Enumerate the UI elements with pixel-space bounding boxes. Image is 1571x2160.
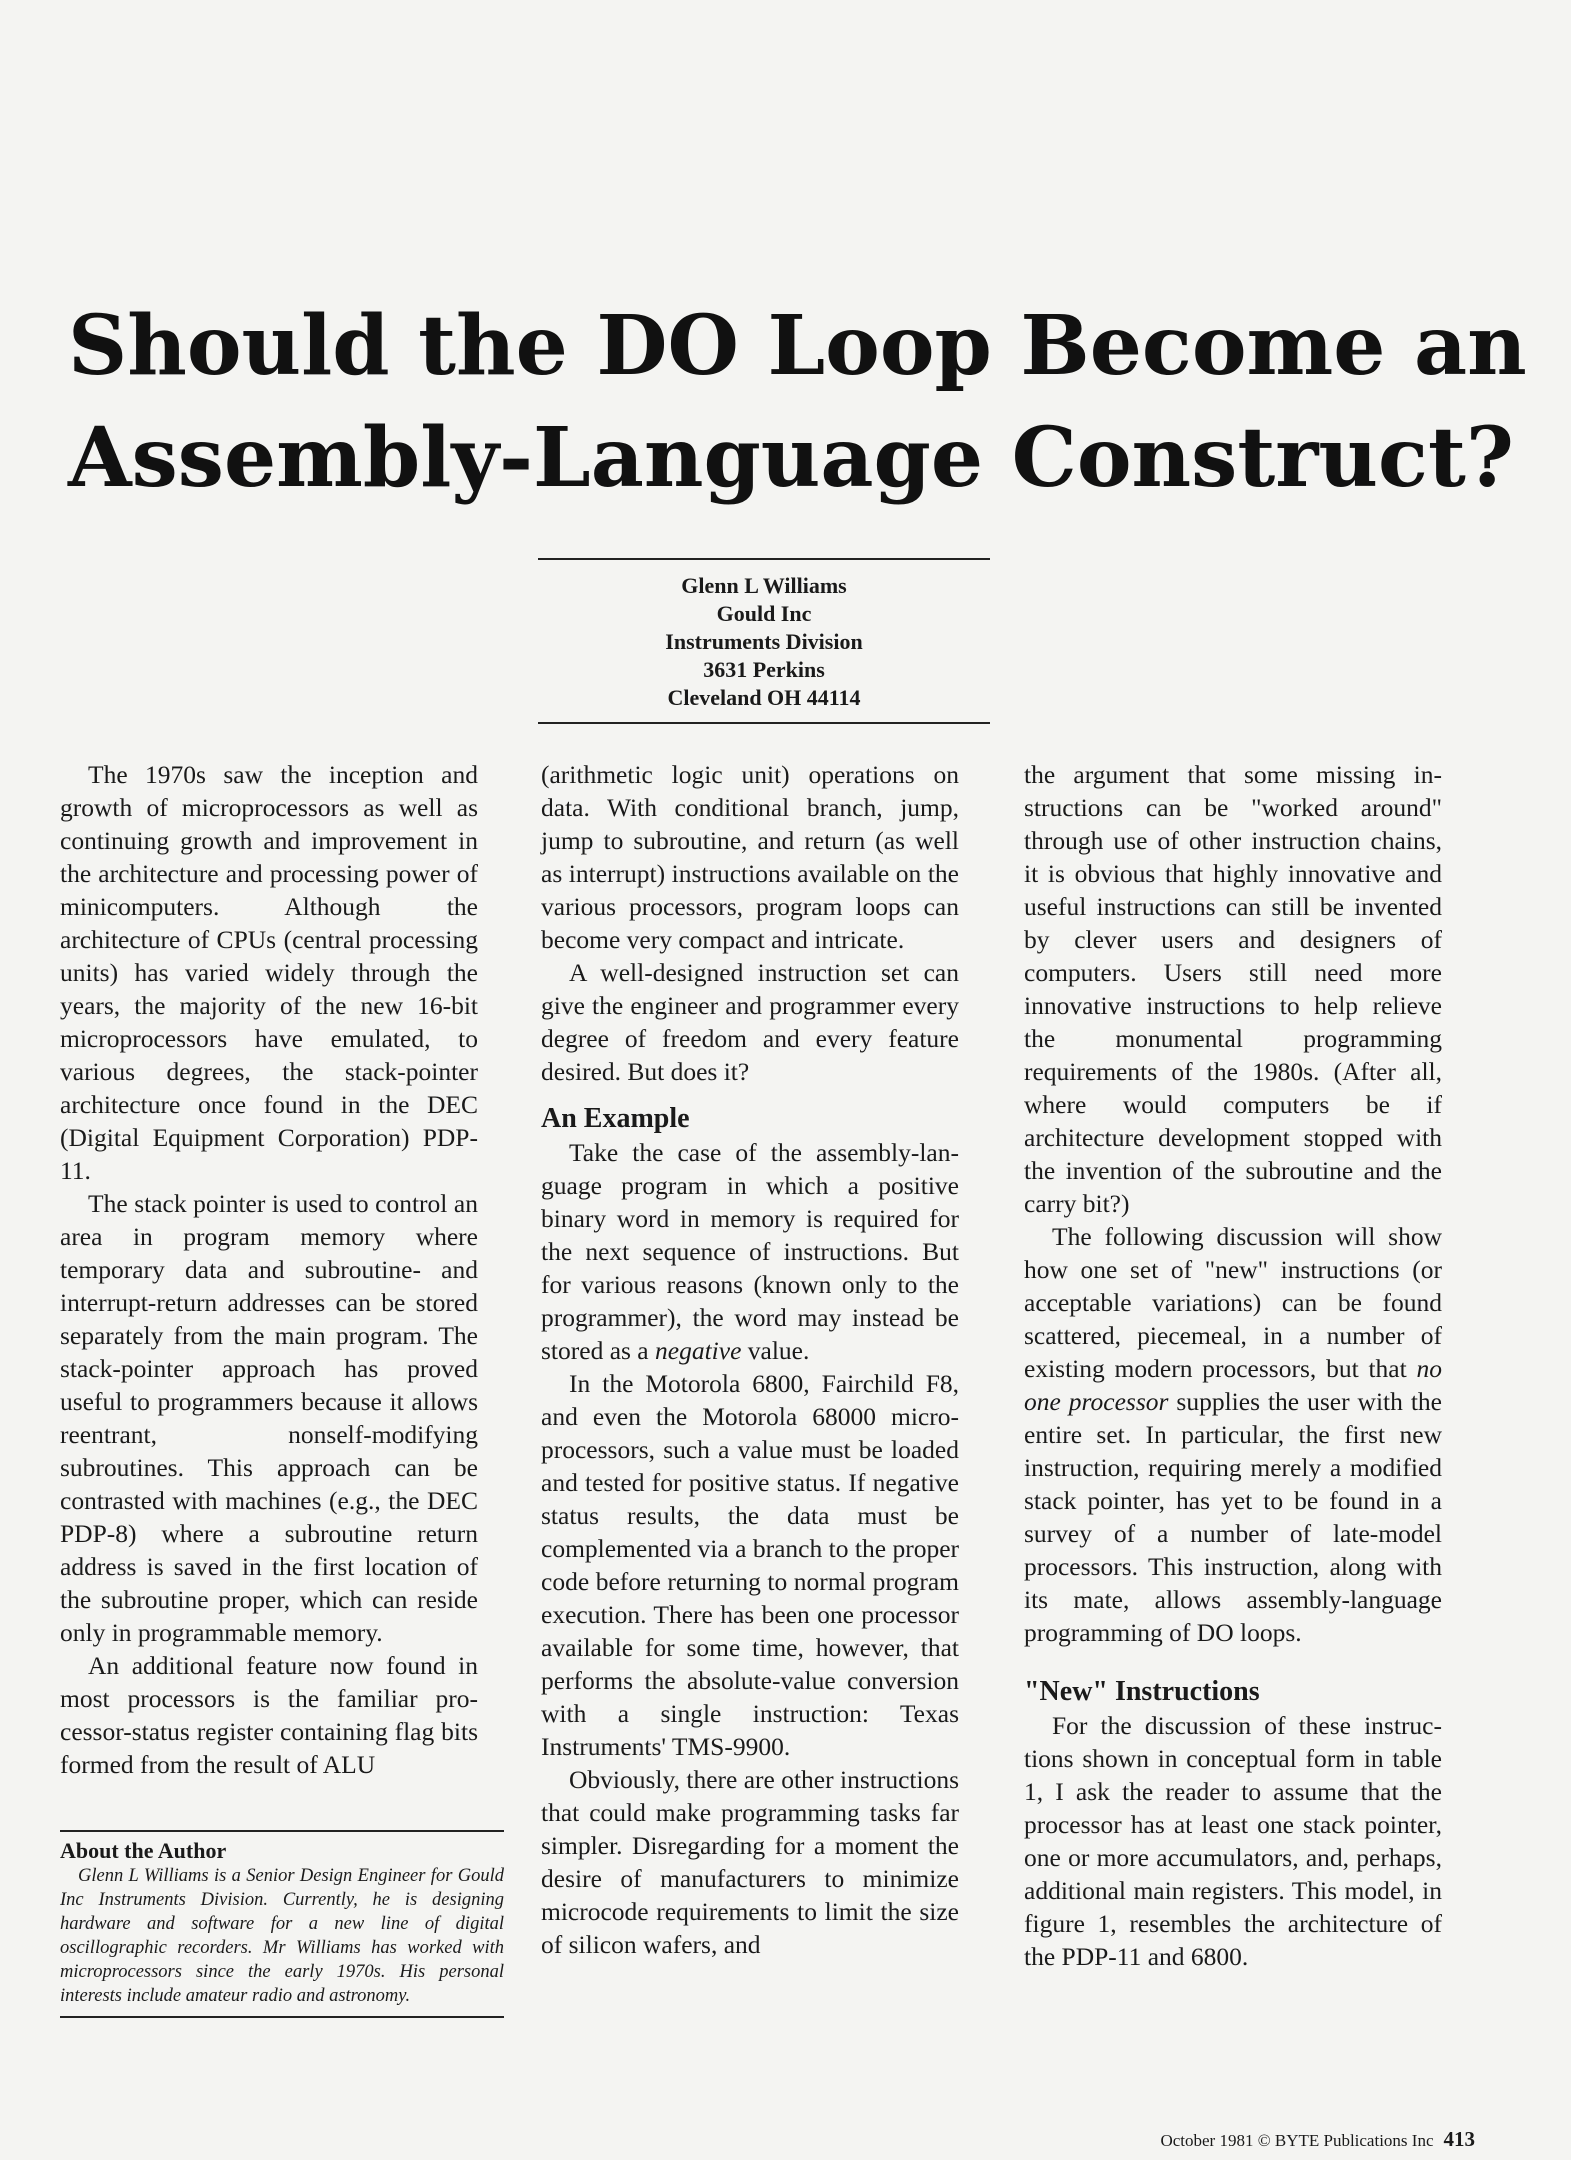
paragraph: the argument that some missing instructions can be "worked around" through use of other instruction chains, it is obvious that highly innovative and useful instructions can still be invented by clever users and designers of computers. Users still need more innovative instructions to help relieve the monumental programming requirements of the 1980s. (After all, where would computers be if architecture development stopped with the invention of the subroutine and the carry bit?): [1024, 760, 1442, 1218]
footer-credit: October 1981 © BYTE Publications Inc: [1160, 2131, 1434, 2150]
page-footer: [1160, 2128, 1475, 2152]
emphasis-text: no one processor: [1024, 1354, 1442, 1416]
emphasis-text: negative: [655, 1336, 742, 1365]
column-1: [60, 758, 478, 1781]
author-street: 3631 Perkins: [703, 657, 825, 682]
paragraph: (arithmetic logic unit) operations on data. With conditional branch, jump, jump to subroutine, and return (as well as interrupt) instructions available on the various processors, program loops can become very compact and intricate.: [541, 760, 959, 954]
paragraph-text: value.: [741, 1336, 810, 1365]
paragraph: The 1970s saw the inception and growth of microprocessors as well as continuing growth and improvement in the architecture and processing power of minicomputers. Although the architecture of CPUs (central processing units) has varied widely through the years, the majority of the new 16-bit microprocessors have emulated, to various degrees, the stack-pointer architecture once found in the DEC (Digital Equipment Corporation) PDP-11.: [60, 760, 478, 1185]
column-3: [1024, 758, 1442, 1973]
paragraph: In the Motorola 6800, Fairchild F8, and even the Motorola 68000 microprocessors, such a value must be loaded and tested for positive status. If negative status results, the data must be complemented via a branch to the proper code before returning to normal program execution. There has been one processor available for some time, however, that performs the absolute-value conversion with a single instruction: Texas Instruments' TMS-9900.: [541, 1369, 959, 1761]
author-division: Instruments Division: [665, 629, 863, 654]
paragraph: [541, 1136, 959, 1367]
paragraph: For the discussion of these instructions shown in conceptual form in table 1, I ask the reader to assume that the processor has at least one stack pointer, one or more accumulators, and, perhaps, additional main registers. This model, in figure 1, resembles the architecture of the PDP-11 and 6800.: [1024, 1711, 1442, 1971]
paragraph: [1024, 1220, 1442, 1649]
page-number: 413: [1443, 2127, 1475, 2151]
author-company: Gould Inc: [716, 601, 812, 626]
paragraph: The stack pointer is used to control an area in program memory where temporary data and subroutine- and interrupt-return addresses can be stored separately from the main program. The stack-pointer approach has proved useful to programmers because it allows reentrant, nonself-modifying subroutines. This approach can be contrasted with machines (e.g., the DEC PDP-8) where a subroutine return address is saved in the first location of the subroutine proper, which can reside only in programmable memory.: [60, 1189, 478, 1647]
about-heading: About the Author: [60, 1838, 227, 1863]
about-text: Glenn L Williams is a Senior Design Engineer for Gould Inc Instruments Division. Currently, he is designing hardware and software for a new line of digital oscillographic recorders. Mr Williams has worked with microprocessors since the early 1970s. His personal interests include amateur radio and astronomy.: [60, 1866, 504, 2006]
author-city: Cleveland OH 44114: [667, 685, 861, 710]
paragraph: Obviously, there are other instructions that could make programming tasks far simpler. Disregarding for a moment the desire of manufacturers to minimize microcode requirements to limit the size of silicon wafers, and: [541, 1765, 959, 1959]
article-title: [68, 290, 1527, 514]
section-heading-an-example: An Example: [541, 1103, 690, 1134]
paragraph-text: supplies the user with the entire set. In particular, the first new instruction, requiring merely a modified stack pointer, has yet to be found in a survey of a number of late-model processors. This instruction, along with its mate, allows assembly-language programming of DO loops.: [1024, 1387, 1443, 1647]
title-line-2: Assembly-Language Construct?: [68, 410, 1514, 506]
author-name: Glenn L Williams: [681, 573, 847, 598]
title-line-1: Should the DO Loop Become an: [68, 298, 1527, 394]
paragraph: A well-designed instruction set can give the engineer and programmer every degree of freedom and every feature desired. But does it?: [541, 958, 959, 1086]
paragraph-text: The following discussion will show how one set of "new" instructions (or acceptable variations) can be found scattered, piecemeal, in a number of existing modern processors, but that: [1024, 1222, 1442, 1383]
paragraph: An additional feature now found in most processors is the familiar processor-status register containing flag bits formed from the result of ALU: [60, 1651, 478, 1779]
about-the-author: [60, 1830, 504, 2018]
column-2: [541, 758, 959, 1961]
section-heading-new-instructions: "New" Instructions: [1024, 1676, 1260, 1707]
paragraph-text: Take the case of the assembly-language program in which a positive binary word in memory is required for the next sequence of instructions. But for various reasons (known only to the programmer), the word may instead be stored as a: [541, 1138, 959, 1365]
author-byline: [538, 558, 990, 724]
